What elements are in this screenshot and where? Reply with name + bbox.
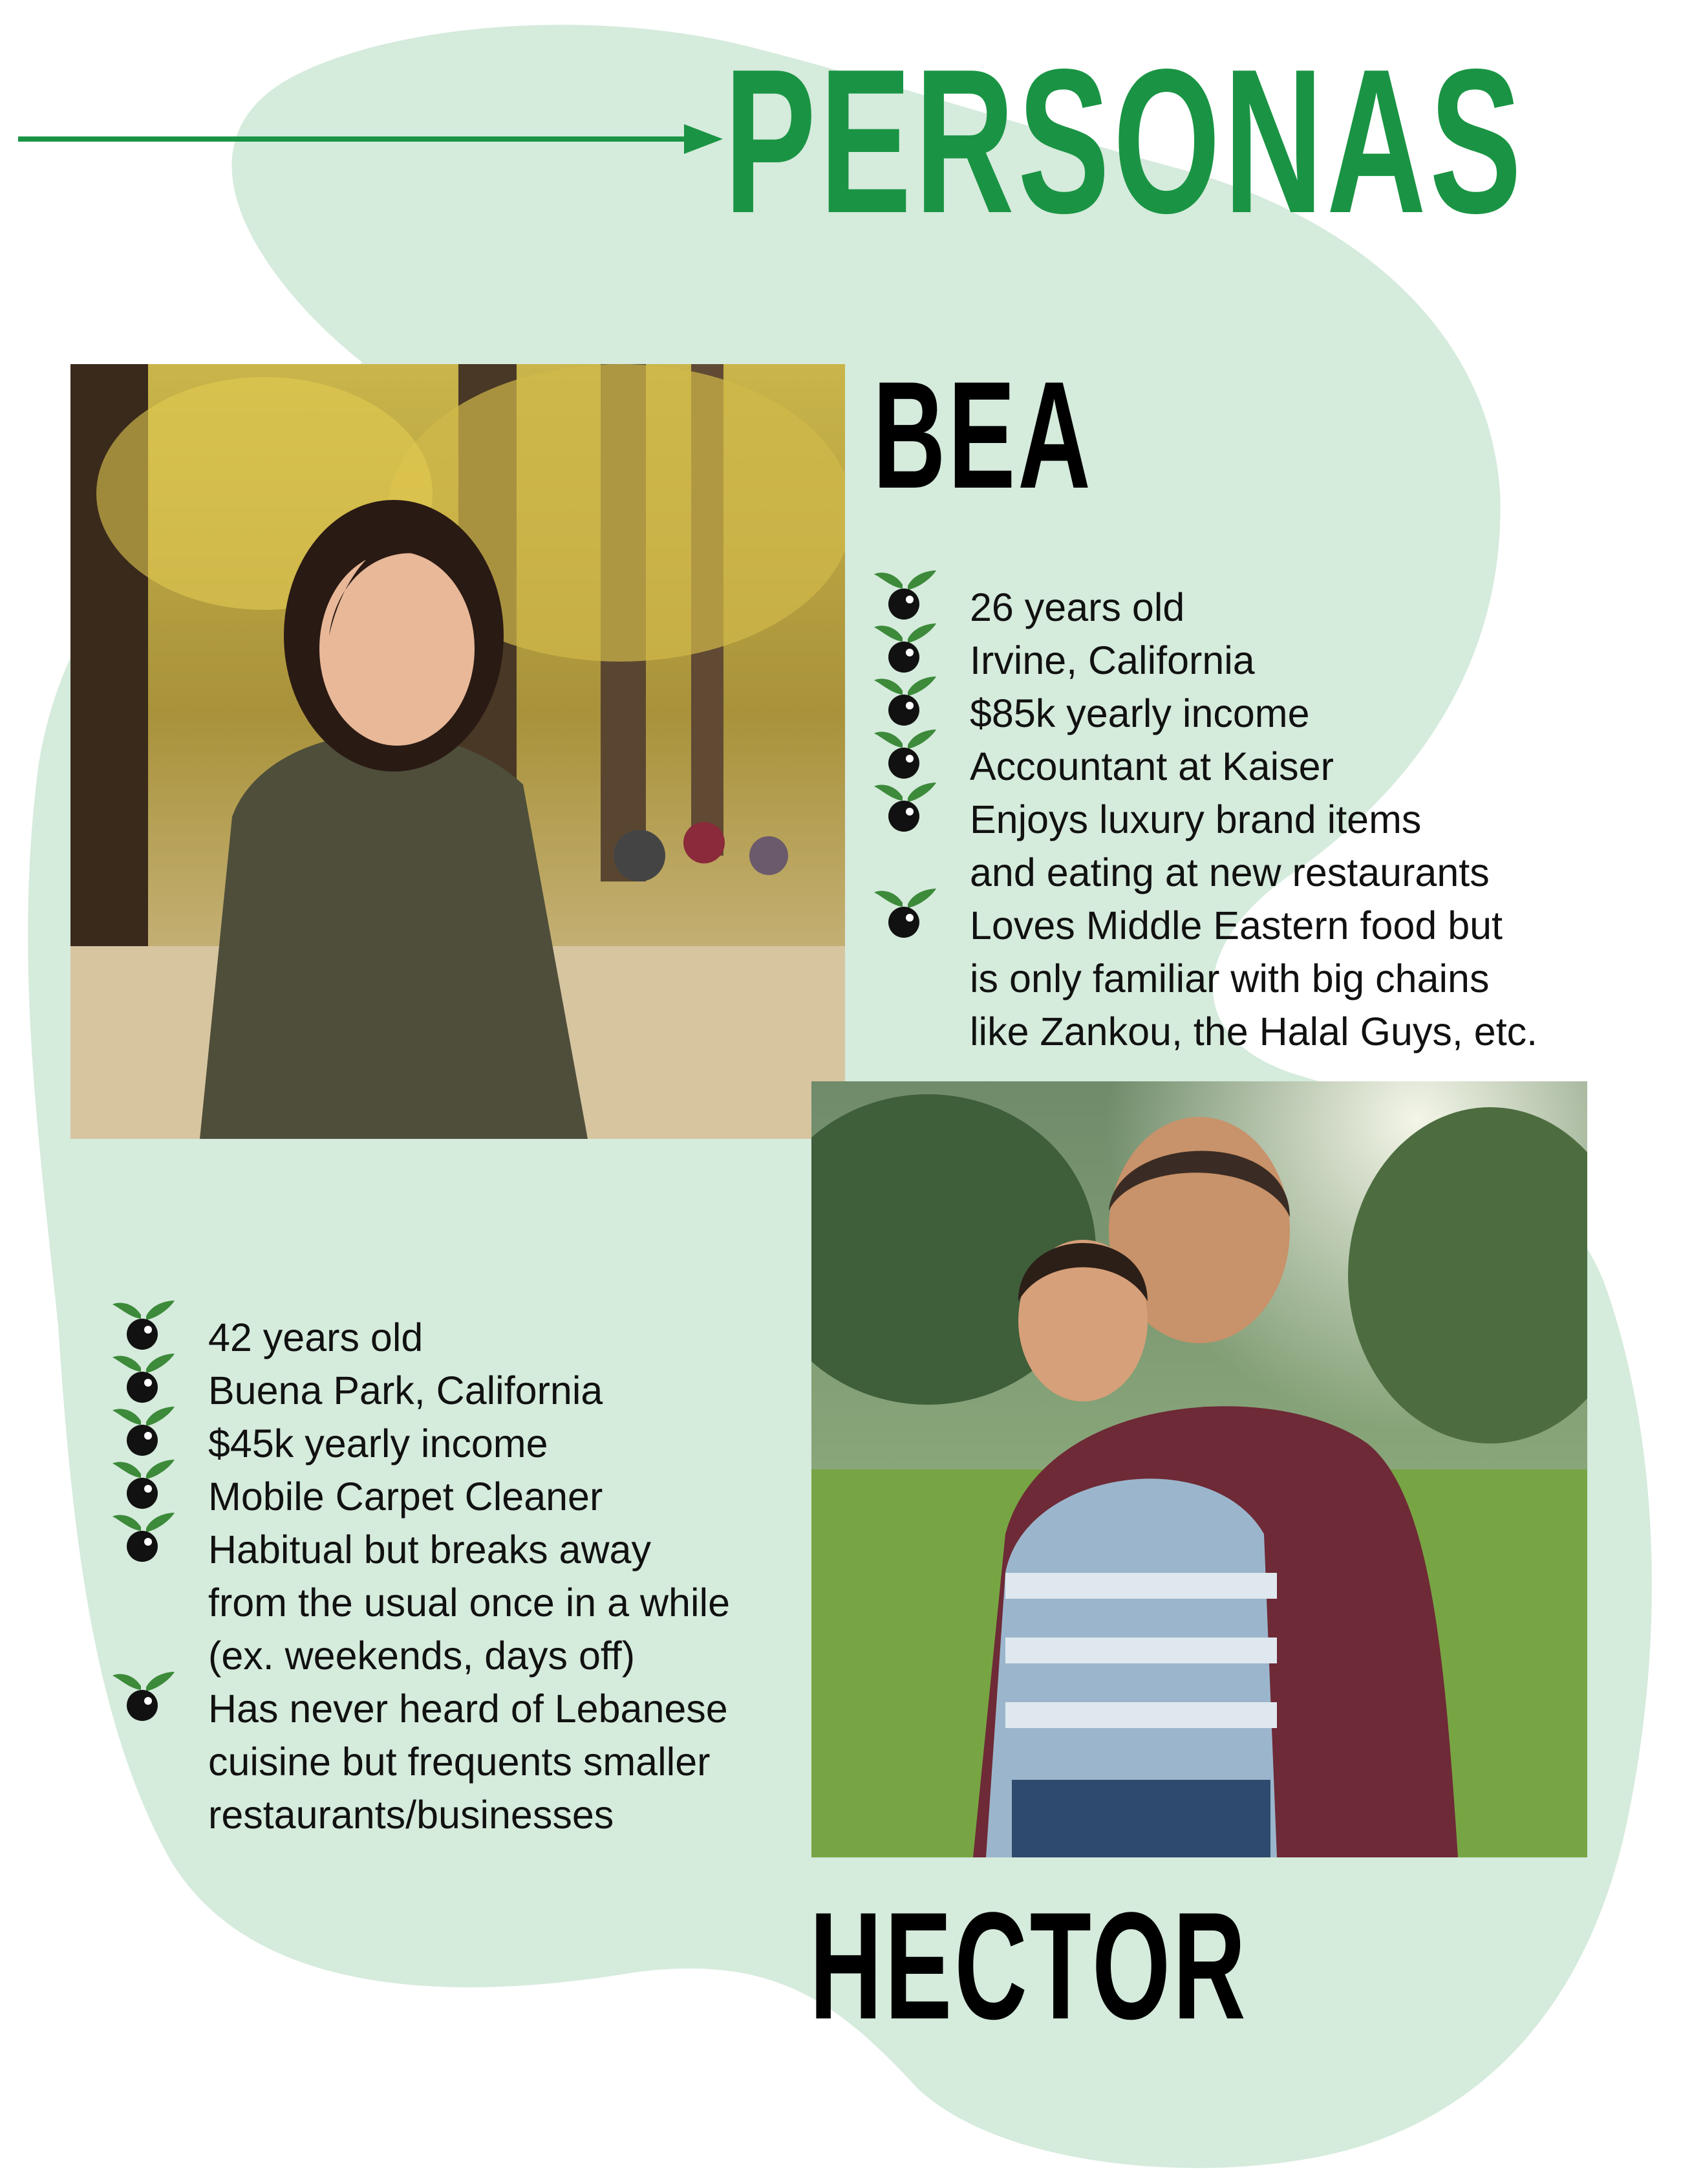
attribute-item <box>208 1523 730 1682</box>
attribute-text: from the usual once in a while <box>208 1581 730 1625</box>
attribute-text: Accountant at Kaiser <box>970 744 1334 788</box>
attribute-item <box>970 687 1537 740</box>
attribute-item <box>970 634 1537 687</box>
attribute-text: Has never heard of Lebanese <box>208 1687 728 1731</box>
attribute-text: Enjoys luxury brand items <box>970 797 1422 841</box>
olive-branch-icon <box>874 730 936 781</box>
persona-name-hector: HECTOR <box>809 1881 1248 2051</box>
attribute-text: 42 years old <box>208 1315 423 1359</box>
attribute-text: $45k yearly income <box>208 1422 548 1465</box>
attribute-text: Mobile Carpet Cleaner <box>208 1475 603 1519</box>
olive-branch-icon <box>874 570 936 622</box>
persona-attributes-bea <box>970 581 1537 1058</box>
olive-branch-icon <box>112 1354 175 1405</box>
page-title: PERSONAS <box>724 27 1525 256</box>
attribute-text: Irvine, California <box>970 638 1255 682</box>
attribute-text: and eating at new restaurants <box>970 850 1490 894</box>
attribute-text: Buena Park, California <box>208 1368 603 1412</box>
olive-branch-icon <box>112 1301 175 1352</box>
attribute-item <box>970 581 1537 634</box>
olive-branch-icon <box>112 1460 175 1511</box>
attribute-item <box>208 1470 730 1523</box>
attribute-text: Habitual but breaks away <box>208 1528 651 1572</box>
olive-branch-icon <box>874 623 936 675</box>
attribute-text: Loves Middle Eastern food but <box>970 903 1503 947</box>
attribute-text: (ex. weekends, days off) <box>208 1634 636 1678</box>
olive-branch-icon <box>112 1513 175 1564</box>
olive-branch-icon <box>874 889 936 940</box>
persona-name-bea: BEA <box>873 350 1093 521</box>
olive-branch-icon <box>112 1672 175 1724</box>
attribute-item <box>208 1417 730 1470</box>
attribute-item <box>970 899 1537 1058</box>
attribute-text: like Zankou, the Halal Guys, etc. <box>970 1010 1538 1054</box>
attribute-item <box>208 1311 730 1364</box>
persona-attributes-hector <box>208 1311 730 1841</box>
attribute-text: restaurants/businesses <box>208 1793 614 1837</box>
attribute-text: is only familiar with big chains <box>970 957 1490 1000</box>
olive-branch-icon <box>874 783 936 834</box>
olive-branch-icon <box>874 676 936 728</box>
attribute-item <box>208 1682 730 1841</box>
arrow-right-icon <box>18 123 723 155</box>
attribute-item <box>970 740 1537 793</box>
attribute-item <box>208 1364 730 1417</box>
portrait-photo-hector <box>811 1081 1587 1857</box>
attribute-text: cuisine but frequents smaller <box>208 1740 711 1784</box>
attribute-text: $85k yearly income <box>970 691 1310 735</box>
attribute-item <box>970 793 1537 899</box>
portrait-photo-bea <box>70 364 845 1139</box>
attribute-text: 26 years old <box>970 585 1185 629</box>
olive-branch-icon <box>112 1407 175 1458</box>
